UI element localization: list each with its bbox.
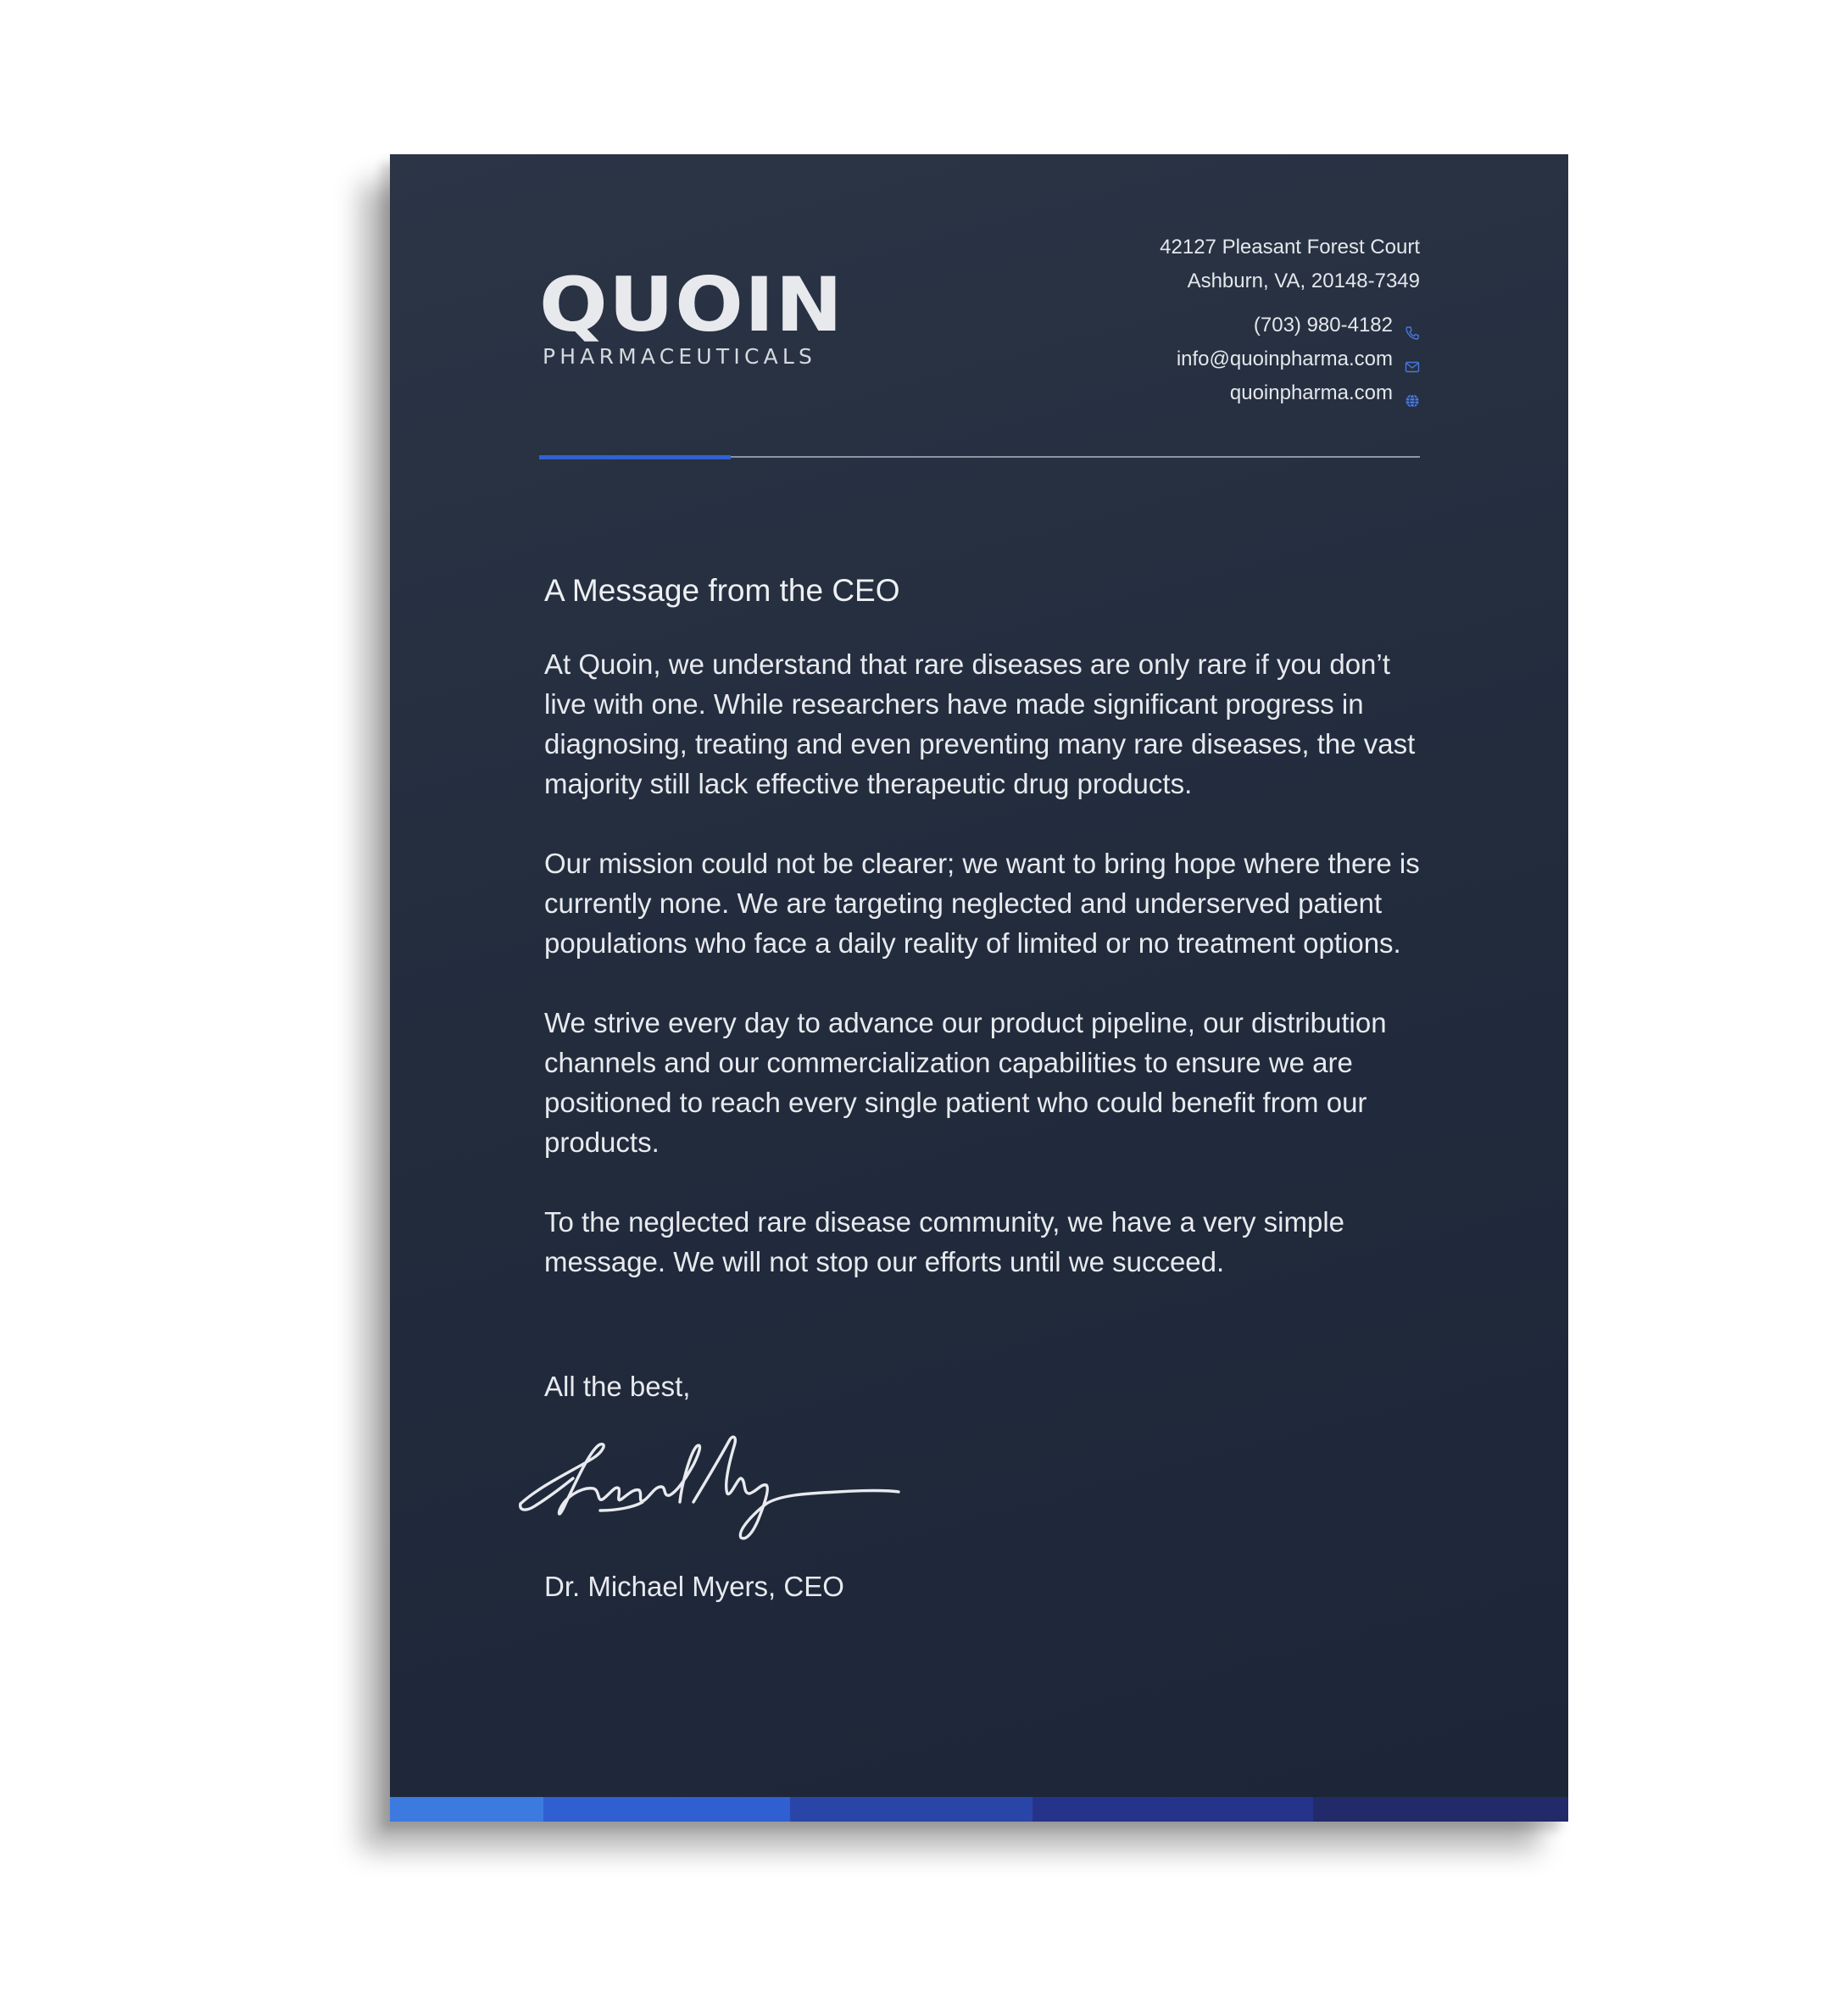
globe-icon — [1405, 386, 1420, 401]
email-address: info@quoinpharma.com — [1176, 348, 1393, 370]
logo-tagline: PHARMACEUTICALS — [543, 344, 817, 369]
phone-icon — [1405, 318, 1420, 333]
stripe-segment — [543, 1797, 790, 1822]
contact-email — [1160, 342, 1420, 376]
letter-paragraph: To the neglected rare disease community, we have a very simple message. We will not stop our efforts until we succeed. — [544, 1206, 1345, 1277]
letter-closing: All the best, — [544, 1371, 691, 1402]
stripe-segment — [390, 1797, 543, 1822]
logo-wordmark: QUOIN — [539, 261, 844, 348]
footer-color-stripe — [390, 1797, 1568, 1822]
contact-block — [1160, 231, 1420, 410]
letter-paragraph: We strive every day to advance our product pipeline, our distribution channels and our commercialization capabilities to ensure we are positioned to reach every single patient who could benefit from our products. — [544, 1007, 1387, 1158]
letter-heading: A Message from the CEO — [544, 573, 900, 608]
letter-body — [544, 570, 1426, 1321]
phone-number: (703) 980-4182 — [1253, 314, 1393, 337]
company-logo — [539, 261, 844, 369]
header-divider-accent — [539, 455, 731, 459]
stripe-segment — [790, 1797, 1033, 1822]
contact-website — [1160, 376, 1420, 410]
address-line-2: Ashburn, VA, 20148-7349 — [1187, 270, 1420, 292]
address-line-1: 42127 Pleasant Forest Court — [1160, 236, 1420, 259]
contact-phone — [1160, 309, 1420, 342]
ceo-signature — [515, 1426, 905, 1544]
website-url: quoinpharma.com — [1229, 381, 1393, 404]
stripe-segment — [1313, 1797, 1568, 1822]
letterhead-page — [390, 154, 1568, 1822]
letter-paragraph: At Quoin, we understand that rare diseases are only rare if you don’t live with one. While researchers have made significant progress in diagnosing, treating and even preventing many rare diseases, the vast majority still lack effective therapeutic drug products. — [544, 648, 1416, 799]
letter-paragraph: Our mission could not be clearer; we want to bring hope where there is currently none. We are targeting neglected and underserved patient populations who face a daily reality of limited or no treatment options. — [544, 848, 1420, 959]
signer-name: Dr. Michael Myers, CEO — [544, 1571, 844, 1602]
stripe-segment — [1033, 1797, 1313, 1822]
mail-icon — [1405, 352, 1420, 367]
